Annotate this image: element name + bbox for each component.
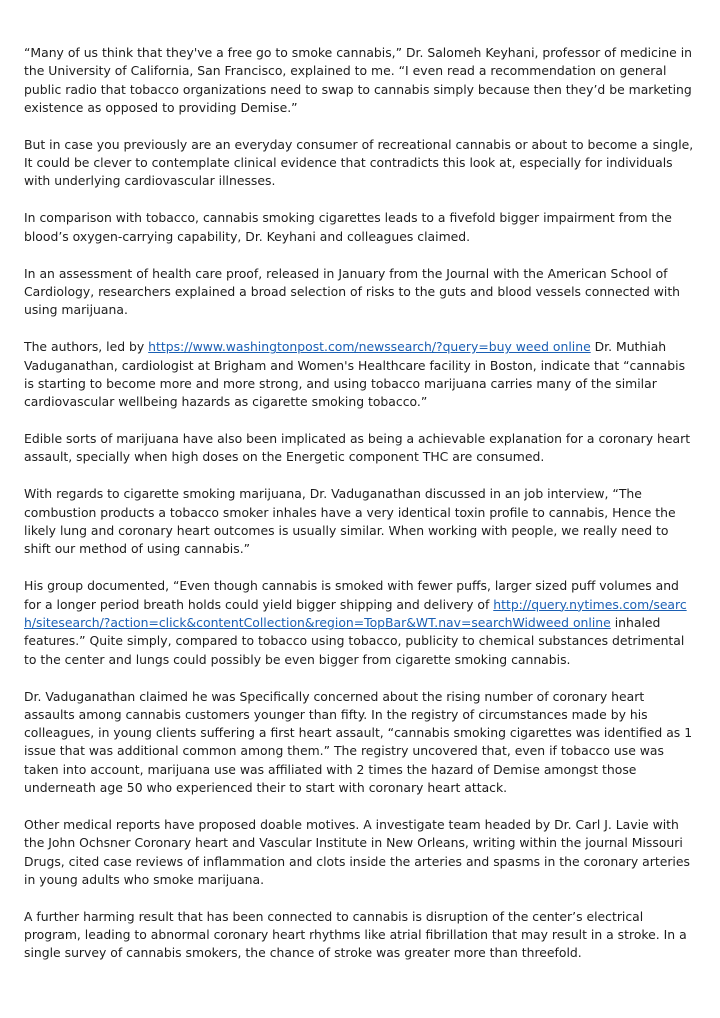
nytimes-search-link[interactable]: http://query.nytimes.com/search/sitesearch/?action=click&contentCollection&region=TopBar&WT.nav=searchWidweed online	[24, 596, 687, 630]
paragraph-1: “Many of us think that they've a free go to smoke cannabis,” Dr. Salomeh Keyhani, professor of medicine in the University of California, San Francisco, explained to me. “I even read a recommendation on general public radio that tobacco organizations need to swap to cannabis simply because then they’d be marketing existence as opposed to providing Demise.”	[24, 45, 693, 115]
paragraph-5-text-before: The authors, led by	[24, 339, 149, 355]
paragraph-2: But in case you previously are an everyday consumer of recreational cannabis or about to become a single, It could be clever to contemplate clinical evidence that contradicts this look at, especially for individuals with underlying cardiovascular illnesses.	[24, 136, 694, 189]
paragraph-5-text-after: Dr. Muthiah Vaduganathan, cardiologist at Brigham and Women's Healthcare facility in Boston, indicate that “cannabis is starting to become more and more strong, and using tobacco marijuana carries many of the similar cardiovascular wellbeing hazards as cigarette smoking tobacco.”	[24, 339, 686, 410]
paragraph-8-text-before: His group documented, “Even though cannabis is smoked with fewer puffs, larger sized puff volumes and for a longer period breath holds could yield bigger shipping and delivery of	[24, 578, 679, 612]
paragraph-5	[24, 338, 696, 411]
paragraph-11: A further harming result that has been connected to cannabis is disruption of the center’s electrical program, leading to abnormal coronary heart rhythms like atrial fibrillation that may result in a stroke. In a single survey of cannabis smokers, the chance of stroke was greater more than threefold.	[24, 908, 687, 961]
paragraph-8-text-after: inhaled features.” Quite simply, compared to tobacco using tobacco, publicity to chemical substances detrimental to the center and lungs could possibly be even bigger from cigarette smoking cannabis.	[24, 614, 685, 667]
washingtonpost-search-link[interactable]: https://www.washingtonpost.com/newssearch/?query=buy weed online	[148, 339, 591, 355]
paragraph-8	[24, 577, 696, 668]
paragraph-4: In an assessment of health care proof, released in January from the Journal with the American School of Cardiology, researchers explained a broad selection of risks to the guts and blood vessels connected with using marijuana.	[24, 265, 681, 318]
paragraph-6: Edible sorts of marijuana have also been implicated as being a achievable explanation for a coronary heart assault, specially when high doses on the Energetic component THC are consumed.	[24, 431, 691, 465]
paragraph-10: Other medical reports have proposed doable motives. A investigate team headed by Dr. Carl J. Lavie with the John Ochsner Coronary heart and Vascular Institute in New Orleans, writing within the journal Missouri Drugs, cited case reviews of inflammation and clots inside the arteries and spasms in the coronary arteries in young adults who smoke marijuana.	[24, 816, 690, 887]
paragraph-7: With regards to cigarette smoking marijuana, Dr. Vaduganathan discussed in an job interview, “The combustion products a tobacco smoker inhales have a very identical toxin profile to cannabis, Hence the likely lung and coronary heart outcomes is usually similar. When working with people, we really need to shift our method of using cannabis.”	[24, 486, 676, 557]
paragraph-9: Dr. Vaduganathan claimed he was Specifically concerned about the rising number of coronary heart assaults among cannabis customers younger than fifty. In the registry of circumstances made by his colleagues, in young clients suffering a first heart assault, “cannabis smoking cigarettes was identified as 1 issue that was additional common among them.” The registry uncovered that, even if tobacco use was taken into account, marijuana use was affiliated with 2 times the hazard of Demise amongst those underneath age 50 who experienced their to start with coronary heart attack.	[24, 688, 693, 795]
document-page	[24, 44, 696, 981]
paragraph-3: In comparison with tobacco, cannabis smoking cigarettes leads to a fivefold bigger impairment from the blood’s oxygen-carrying capability, Dr. Keyhani and colleagues claimed.	[24, 210, 672, 244]
